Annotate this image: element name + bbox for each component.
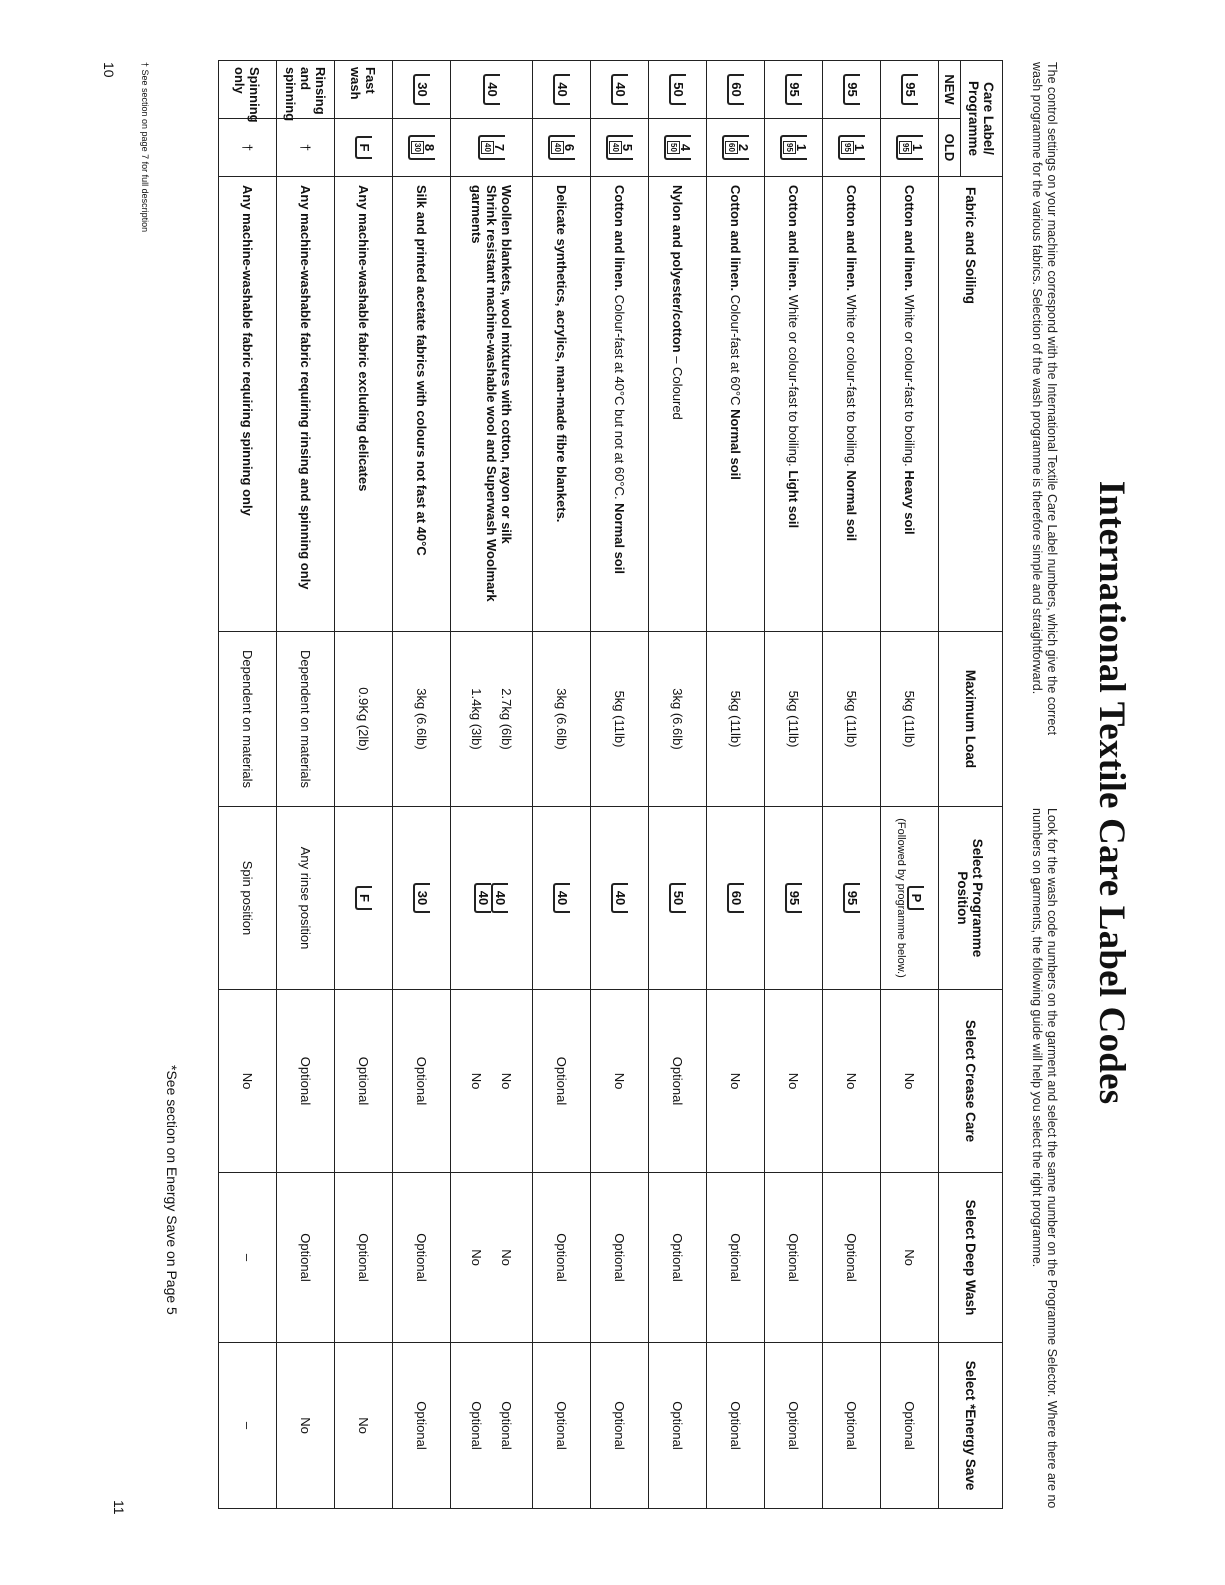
max-load-value: 3kg (6.6lb) <box>670 688 685 750</box>
fabric-cell <box>219 177 277 632</box>
old-programme-number: 1 <box>910 143 925 152</box>
old-wash-symbol <box>606 135 633 160</box>
deep-wash-cell <box>335 1173 393 1343</box>
crease-care-value: No <box>728 1072 743 1090</box>
max-load-value-secondary: 1.4kg (3lb) <box>469 688 484 750</box>
old-temperature: 95 <box>901 143 910 152</box>
programme-position-text: Any rinse position <box>298 846 313 950</box>
energy-save-value: Optional <box>844 1401 859 1450</box>
deep-wash-cell <box>881 1173 939 1343</box>
crease-care-value: No <box>499 1072 514 1090</box>
programme-position-cell <box>533 807 591 990</box>
programme-name: Fast wash <box>348 67 379 100</box>
max-load-cell <box>591 632 649 807</box>
old-wash-symbol <box>548 135 575 160</box>
energy-save-value: Optional <box>554 1401 569 1450</box>
old-programme-number: 4 <box>678 143 693 152</box>
old-wash-symbol <box>896 135 923 160</box>
crease-care-cell <box>451 990 533 1173</box>
crease-care-value: No <box>612 1072 627 1090</box>
crease-care-value: Optional <box>554 1056 569 1106</box>
fabric-cell <box>533 177 591 632</box>
fabric-detail-text: Colour-fast at 60°C <box>728 291 743 406</box>
crease-care-value: Optional <box>414 1056 429 1106</box>
fabric-bold-text: Cotton and linen. <box>844 185 859 292</box>
table-row <box>765 61 823 1509</box>
programme-name-cell <box>219 61 277 123</box>
max-load-value: 5kg (11lb) <box>844 690 859 748</box>
fabric-bold-text: Cotton and linen. <box>786 185 801 292</box>
energy-save-value: Optional <box>728 1401 743 1450</box>
energy-save-footnote: *See section on Energy Save on Page 5 <box>164 1065 180 1315</box>
max-load-value: 3kg (6.6lb) <box>414 688 429 750</box>
old-wash-symbol <box>478 135 505 160</box>
crease-care-value: No <box>902 1072 917 1090</box>
page-number-right: 11 <box>111 1500 127 1515</box>
energy-save-value: Optional <box>902 1401 917 1450</box>
old-programme-number: 2 <box>736 143 751 152</box>
fabric-bold-text-secondary: Shrink resistant machine-washable wool and Superwash Woolmark garments <box>469 185 499 602</box>
old-programme-number: 1 <box>852 143 867 152</box>
fabric-bold-text: Any machine-washable fabric requiring rinsing and spinning only <box>298 185 313 590</box>
energy-save-cell <box>533 1343 591 1509</box>
max-load-value: 5kg (11lb) <box>786 690 801 748</box>
soil-level-text: Heavy soil <box>902 466 917 535</box>
deep-wash-value: Optional <box>298 1233 313 1282</box>
programme-position-cell <box>591 807 649 990</box>
new-label-cell <box>591 61 649 119</box>
header-crease-care: Select Crease Care <box>939 990 1003 1173</box>
fabric-detail-text: – Coloured <box>670 352 685 420</box>
deep-wash-value: Optional <box>612 1233 627 1282</box>
header-energy-save: Select *Energy Save <box>939 1343 1003 1509</box>
table-row <box>335 61 393 1509</box>
energy-save-value: No <box>356 1417 371 1434</box>
old-wash-symbol <box>664 135 691 160</box>
fabric-detail-text: Colour-fast at 40°C but not at 60°C. <box>612 291 627 500</box>
energy-save-value: – <box>240 1421 255 1430</box>
energy-save-cell <box>881 1343 939 1509</box>
energy-save-cell <box>335 1343 393 1509</box>
programme-position-symbol: 30 <box>413 883 430 913</box>
crease-care-cell <box>707 990 765 1173</box>
fabric-bold-text: Cotton and linen. <box>612 185 627 292</box>
old-programme-number: 6 <box>562 143 577 152</box>
programme-position-cell <box>765 807 823 990</box>
programme-name-cell <box>277 61 335 122</box>
new-wash-symbol: 30 <box>413 74 430 104</box>
new-label-cell <box>649 61 707 119</box>
programme-position-symbol: F <box>355 886 372 910</box>
page-title: International Textile Care Label Codes <box>1091 480 1132 1105</box>
header-care-label: Care Label/ Programme <box>961 61 1003 177</box>
deep-wash-value: Optional <box>728 1233 743 1282</box>
energy-save-cell <box>649 1343 707 1509</box>
table-row <box>533 61 591 1509</box>
old-wash-symbol <box>722 135 749 160</box>
programme-position-symbol: 50 <box>669 883 686 913</box>
programme-position-symbol: 60 <box>727 883 744 913</box>
max-load-cell <box>649 632 707 807</box>
new-label-cell <box>393 61 451 119</box>
crease-care-value: No <box>240 1072 255 1090</box>
crease-care-value: No <box>844 1072 859 1090</box>
new-label-cell <box>765 61 823 119</box>
fabric-bold-text: Woollen blankets, wool mixtures with cotton, rayon or silk <box>499 185 514 544</box>
old-programme-number: 5 <box>620 143 635 152</box>
fabric-cell <box>451 177 533 632</box>
programme-name-cell <box>335 61 393 119</box>
energy-save-cell <box>277 1343 335 1509</box>
crease-care-cell <box>591 990 649 1173</box>
old-label-cell <box>451 119 533 177</box>
fabric-cell <box>277 177 335 632</box>
fabric-bold-text: Any machine-washable fabric excluding delicates <box>356 185 371 492</box>
max-load-cell <box>393 632 451 807</box>
old-label-cell <box>707 119 765 177</box>
deep-wash-cell <box>707 1173 765 1343</box>
old-wash-symbol <box>838 135 865 160</box>
fabric-bold-text: Delicate synthetics, acrylics, man-made fibre blankets. <box>554 185 569 523</box>
deep-wash-cell <box>591 1173 649 1343</box>
programme-position-symbol: 40 <box>492 883 509 913</box>
old-temperature: 50 <box>669 143 678 152</box>
new-wash-symbol: 95 <box>843 74 860 104</box>
max-load-cell <box>277 632 335 807</box>
new-label-cell <box>881 61 939 119</box>
energy-save-cell <box>765 1343 823 1509</box>
soil-level-text: Normal soil <box>612 499 627 574</box>
fabric-cell <box>649 177 707 632</box>
max-load-value: 2.7kg (6lb) <box>499 688 514 750</box>
old-label-cell <box>765 119 823 177</box>
deep-wash-cell <box>649 1173 707 1343</box>
energy-save-cell <box>591 1343 649 1509</box>
header-max-load: Maximum Load <box>939 632 1003 807</box>
fabric-bold-text: Cotton and linen. <box>902 185 917 292</box>
fabric-cell <box>591 177 649 632</box>
fabric-cell <box>881 177 939 632</box>
table-row <box>707 61 765 1509</box>
max-load-value: 5kg (11lb) <box>612 690 627 748</box>
new-label-cell <box>451 61 533 119</box>
old-temperature: 30 <box>413 143 422 152</box>
energy-save-cell <box>393 1343 451 1509</box>
programme-position-cell <box>393 807 451 990</box>
deep-wash-cell <box>219 1173 277 1343</box>
old-temperature: 95 <box>843 143 852 152</box>
deep-wash-value: Optional <box>414 1233 429 1282</box>
programme-position-cell <box>881 807 939 990</box>
old-label-cell <box>277 119 335 177</box>
table-row <box>881 61 939 1509</box>
old-programme-number: 7 <box>492 143 507 152</box>
new-wash-symbol: 50 <box>669 74 686 104</box>
deep-wash-value: Optional <box>554 1233 569 1282</box>
header-old: OLD <box>939 119 961 177</box>
old-label-cell <box>649 119 707 177</box>
header-fabric: Fabric and Soiling <box>939 177 1003 632</box>
crease-care-cell <box>823 990 881 1173</box>
energy-save-value: Optional <box>499 1401 514 1450</box>
energy-save-value: Optional <box>786 1401 801 1450</box>
crease-care-cell <box>393 990 451 1173</box>
deep-wash-cell <box>533 1173 591 1343</box>
crease-care-cell <box>533 990 591 1173</box>
programme-position-cell <box>707 807 765 990</box>
energy-save-cell <box>707 1343 765 1509</box>
programme-position-symbol: 95 <box>785 883 802 913</box>
fabric-detail-text: White or colour-fast to boiling. <box>844 291 859 467</box>
programme-position-text: Spin position <box>240 860 255 936</box>
soil-level-text: Normal soil <box>728 405 743 480</box>
programme-position-cell <box>649 807 707 990</box>
header-new: NEW <box>939 61 961 119</box>
old-temperature: 60 <box>727 143 736 152</box>
dagger-symbol: † <box>298 143 313 152</box>
table-row <box>393 61 451 1509</box>
old-wash-symbol <box>408 135 435 160</box>
fabric-cell <box>765 177 823 632</box>
fabric-bold-text: Any machine-washable fabric requiring spinning only <box>240 185 255 516</box>
max-load-cell <box>219 632 277 807</box>
crease-care-cell <box>765 990 823 1173</box>
deep-wash-value-secondary: No <box>469 1249 484 1266</box>
fabric-bold-text: Cotton and linen. <box>728 185 743 292</box>
table-row <box>277 61 335 1509</box>
crease-care-cell <box>649 990 707 1173</box>
programme-position-cell <box>823 807 881 990</box>
max-load-cell <box>335 632 393 807</box>
max-load-value: 0.9Kg (2lb) <box>356 687 371 751</box>
deep-wash-cell <box>277 1173 335 1343</box>
energy-save-value-secondary: Optional <box>469 1401 484 1450</box>
deep-wash-value: No <box>499 1249 514 1266</box>
programme-name: Rinsing and spinning <box>283 67 328 122</box>
dagger-symbol: † <box>240 143 255 152</box>
header-deep-wash: Select Deep Wash <box>939 1173 1003 1343</box>
crease-care-value: Optional <box>298 1056 313 1106</box>
new-wash-symbol: 95 <box>785 74 802 104</box>
table-row <box>649 61 707 1509</box>
crease-care-value: No <box>786 1072 801 1090</box>
max-load-value: 5kg (11lb) <box>728 690 743 748</box>
new-label-cell <box>707 61 765 119</box>
energy-save-value: Optional <box>670 1401 685 1450</box>
new-wash-symbol: 40 <box>483 74 500 104</box>
dagger-footnote: † See section on page 7 for full description <box>140 62 150 233</box>
page-number-left: 10 <box>101 62 117 78</box>
table-row <box>451 61 533 1509</box>
deep-wash-value: – <box>240 1253 255 1262</box>
max-load-value: Dependent on materials <box>240 649 255 789</box>
max-load-value: 3kg (6.6lb) <box>554 688 569 750</box>
deep-wash-value: No <box>902 1249 917 1266</box>
old-label-cell <box>591 119 649 177</box>
crease-care-value: Optional <box>356 1056 371 1106</box>
energy-save-cell <box>219 1343 277 1509</box>
crease-care-cell <box>335 990 393 1173</box>
fabric-cell <box>393 177 451 632</box>
deep-wash-cell <box>451 1173 533 1343</box>
deep-wash-cell <box>823 1173 881 1343</box>
fabric-bold-text: Nylon and polyester/cotton <box>670 185 685 353</box>
table-row <box>591 61 649 1509</box>
max-load-cell <box>881 632 939 807</box>
programme-position-note: (Followed by programme below.) <box>895 818 907 978</box>
old-temperature: 40 <box>553 143 562 152</box>
crease-care-cell <box>277 990 335 1173</box>
programme-name: Spinning only <box>232 67 263 123</box>
energy-save-value: Optional <box>612 1401 627 1450</box>
programme-position-symbol: 40 <box>553 883 570 913</box>
max-load-cell <box>823 632 881 807</box>
programme-position-cell <box>277 807 335 990</box>
energy-save-value: No <box>298 1417 313 1434</box>
old-label-cell <box>533 119 591 177</box>
max-load-value: 5kg (11lb) <box>902 690 917 748</box>
fabric-cell <box>335 177 393 632</box>
deep-wash-value: Optional <box>844 1233 859 1282</box>
deep-wash-value: Optional <box>670 1233 685 1282</box>
care-label-table <box>218 60 1003 1509</box>
old-label-cell <box>219 119 277 177</box>
programme-position-cell <box>451 807 533 990</box>
max-load-value: Dependent on materials <box>298 649 313 789</box>
max-load-cell <box>451 632 533 807</box>
programme-position-symbol: 95 <box>843 883 860 913</box>
old-programme-number: 1 <box>794 143 809 152</box>
new-label-cell <box>823 61 881 119</box>
soil-level-text: Light soil <box>786 466 801 529</box>
fabric-cell <box>823 177 881 632</box>
table-row <box>219 61 277 1509</box>
new-label-cell <box>533 61 591 119</box>
programme-position-symbol-secondary: 40 <box>475 883 492 913</box>
old-programme-number: 8 <box>422 143 437 152</box>
energy-save-value: Optional <box>414 1401 429 1450</box>
fabric-detail-text: White or colour-fast to boiling. <box>902 291 917 467</box>
fabric-bold-text: Silk and printed acetate fabrics with colours not fast at 40°C <box>414 185 429 556</box>
fabric-cell <box>707 177 765 632</box>
fabric-detail-text: White or colour-fast to boiling. <box>786 291 801 467</box>
old-temperature: 40 <box>483 143 492 152</box>
old-wash-symbol <box>780 135 807 160</box>
programme-position-cell <box>219 807 277 990</box>
deep-wash-value: Optional <box>356 1233 371 1282</box>
old-label-cell <box>881 119 939 177</box>
max-load-cell <box>707 632 765 807</box>
old-temperature: 95 <box>785 143 794 152</box>
max-load-cell <box>533 632 591 807</box>
new-wash-symbol: 60 <box>727 74 744 104</box>
crease-care-cell <box>219 990 277 1173</box>
deep-wash-cell <box>765 1173 823 1343</box>
energy-save-cell <box>451 1343 533 1509</box>
crease-care-cell <box>881 990 939 1173</box>
crease-care-value-secondary: No <box>469 1072 484 1090</box>
old-temperature: 40 <box>611 143 620 152</box>
intro-left-text: The control settings on your machine correspond with the International Textile Care Label numbers, which give the correct wash programme for the various fabrics. Selection of the wash programme is therefore simple and straightforward. <box>1030 62 1059 736</box>
programme-position-symbol: P <box>907 886 924 911</box>
soil-level-text: Normal soil <box>844 466 859 542</box>
table-row <box>823 61 881 1509</box>
header-programme-position: Select Programme Position <box>939 807 1003 990</box>
intro-right-text: Look for the wash code numbers on the garment and select the same number on the Programme Selector. Where there are no numbers on garments, the following guide will help you select the right programme. <box>1030 808 1059 1509</box>
crease-care-value: Optional <box>670 1056 685 1106</box>
energy-save-cell <box>823 1343 881 1509</box>
fast-wash-symbol: F <box>355 136 372 160</box>
old-label-cell <box>393 119 451 177</box>
programme-position-symbol: 40 <box>611 883 628 913</box>
deep-wash-cell <box>393 1173 451 1343</box>
new-wash-symbol: 40 <box>553 74 570 104</box>
new-wash-symbol: 95 <box>901 74 918 104</box>
new-wash-symbol: 40 <box>611 74 628 104</box>
old-label-cell <box>335 119 393 177</box>
max-load-cell <box>765 632 823 807</box>
old-label-cell <box>823 119 881 177</box>
programme-position-cell <box>335 807 393 990</box>
deep-wash-value: Optional <box>786 1233 801 1282</box>
